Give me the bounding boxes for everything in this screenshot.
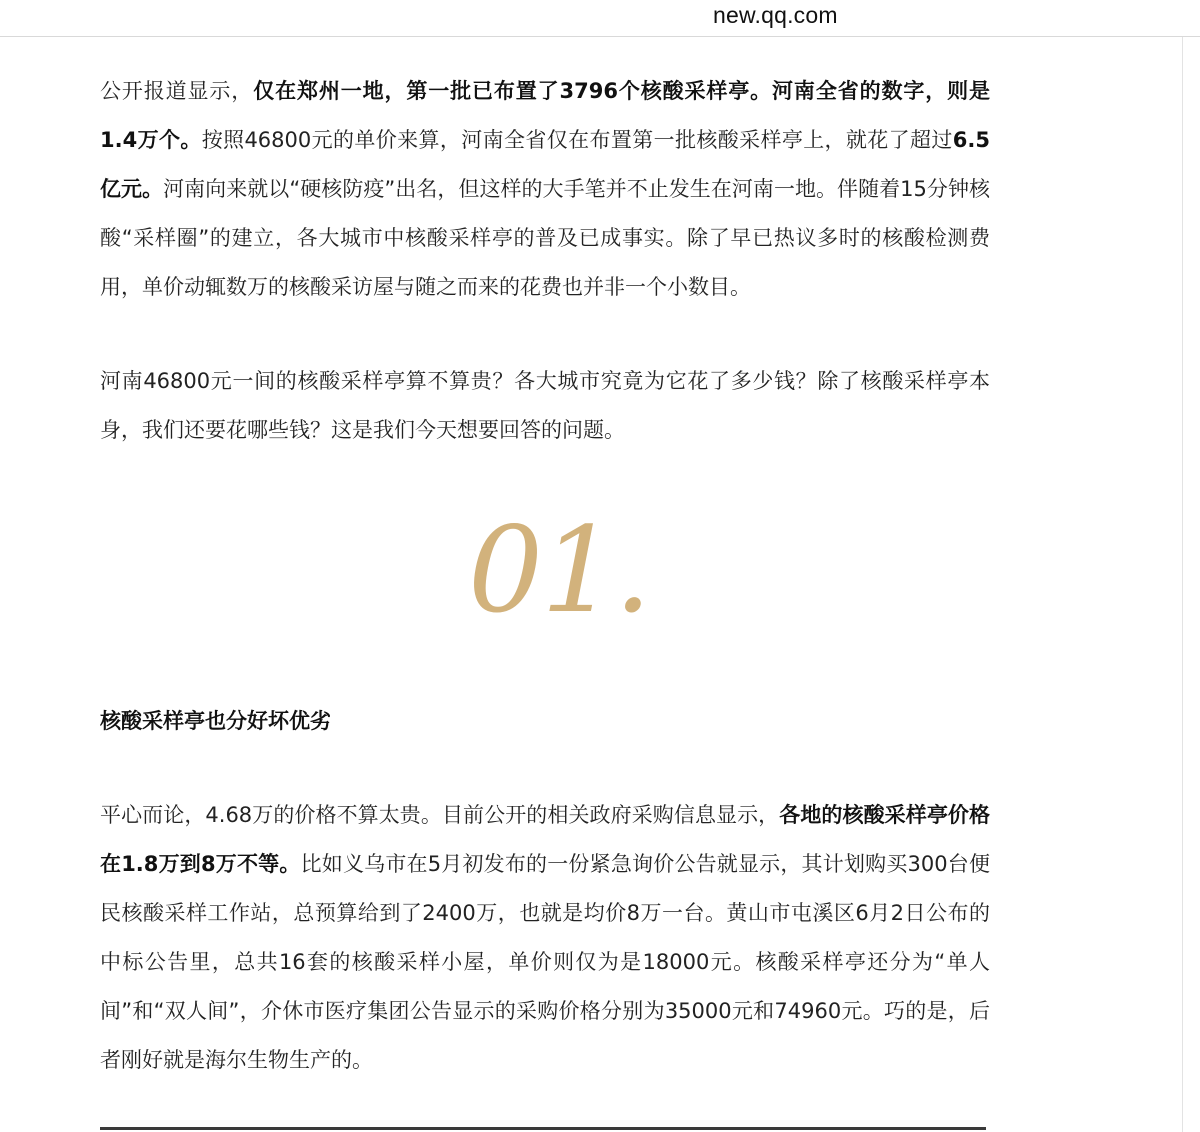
- paragraph-intro: [100, 67, 990, 312]
- page-edge-divider: [1182, 37, 1183, 1132]
- bold-text: 6.5亿元。: [100, 128, 990, 201]
- section-heading: 核酸采样亭也分好坏优劣: [100, 709, 331, 733]
- paragraph-prices: [100, 791, 990, 1085]
- paragraph-text: 平心而论，4.68万的价格不算太贵。目前公开的相关政府采购信息显示，: [100, 803, 780, 827]
- url-text[interactable]: new.qq.com: [713, 2, 838, 28]
- paragraph-text: 河南向来就以“硬核防疫”出名，但这样的大手笔并不止发生在河南一地。伴随着15分钟核酸“采样圈”的建立，各大城市中核酸采样亭的普及已成事实。除了早已热议多时的核酸检测费用，单价动辄数万的核酸采访屋与随之而来的花费也并非一个小数目。: [100, 177, 990, 299]
- paragraph-questions: 河南46800元一间的核酸采样亭算不算贵？各大城市究竟为它花了多少钱？除了核酸采样亭本身，我们还要花哪些钱？这是我们今天想要回答的问题。: [100, 369, 990, 442]
- section-number: 01.: [468, 501, 650, 639]
- bold-text: 各地的核酸采样亭价格在1.8万到8万不等。: [100, 803, 990, 876]
- paragraph-text: 公开报道显示，: [100, 79, 254, 103]
- paragraph-text: 按照46800元的单价来算，河南全省仅在布置第一批核酸采样亭上，就花了超过: [201, 128, 953, 152]
- bottom-divider: [100, 1127, 986, 1130]
- bold-text: 仅在郑州一地，第一批已布置了3796个核酸采样亭。河南全省的数字，则是1.4万个。: [100, 79, 990, 152]
- browser-address-bar[interactable]: [0, 0, 1200, 37]
- paragraph-text: 比如义乌市在5月初发布的一份紧急询价公告就显示，其计划购买300台便民核酸采样工作站，总预算给到了2400万，也就是均价8万一台。黄山市屯溪区6月2日公布的中标公告里，总共16套的核酸采样小屋，单价则仅为是18000元。核酸采样亭还分为“单人间”和“双人间”，介休市医疗集团公告显示的采购价格分别为35000元和74960元。巧的是，后者刚好就是海尔生物生产的。: [100, 852, 990, 1072]
